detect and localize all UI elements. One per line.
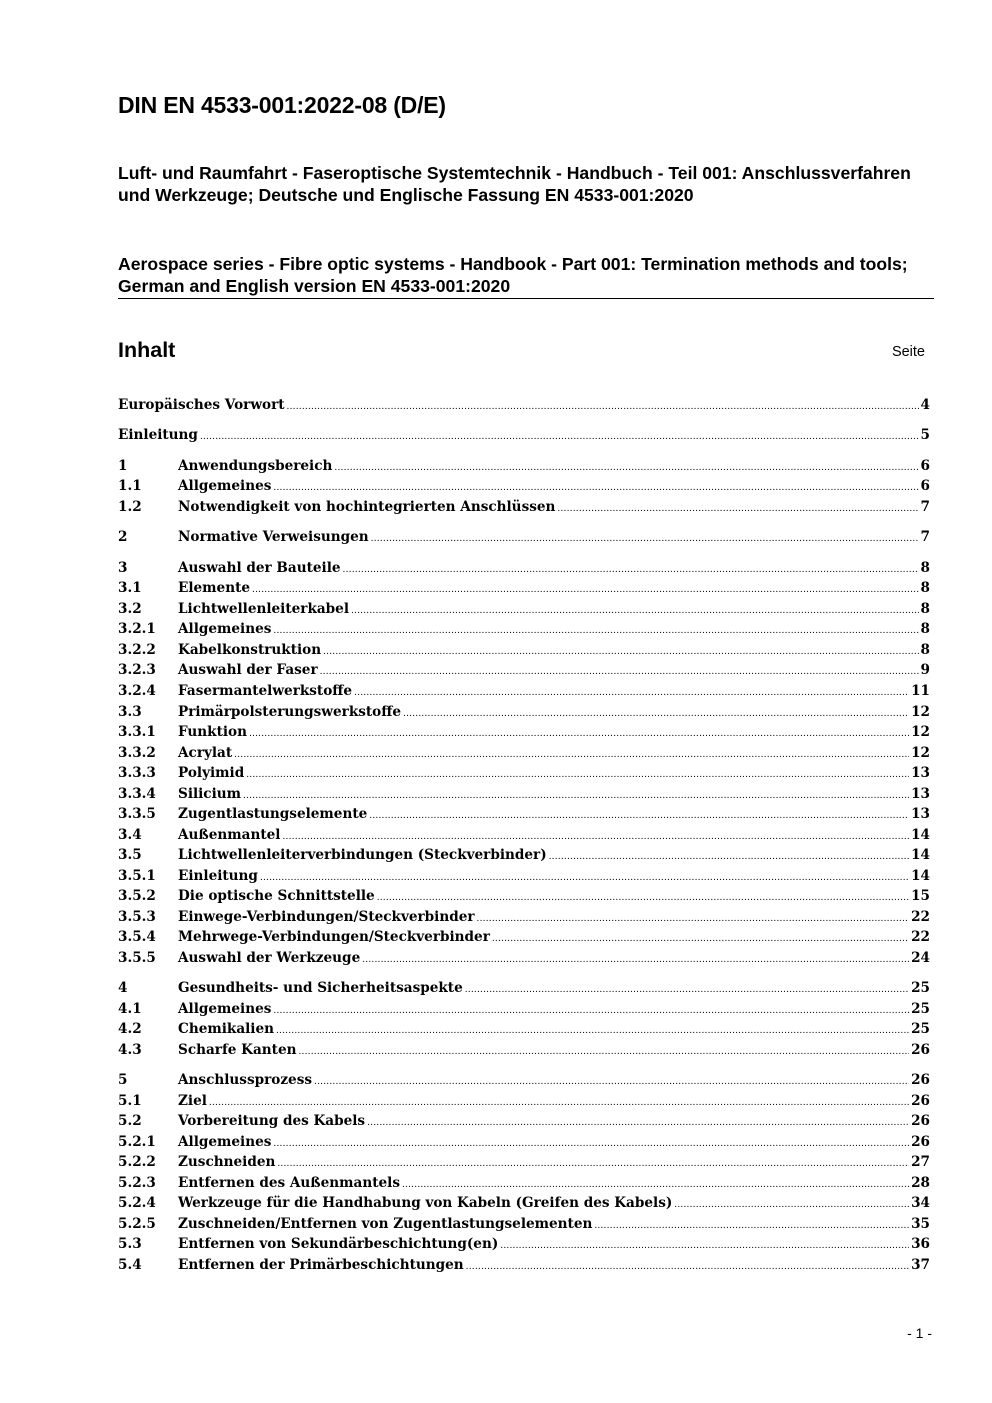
toc-entry-page: 35 — [911, 1216, 930, 1232]
toc-entry-number: 3.2.1 — [118, 621, 156, 637]
toc-entry-number: 3.3.5 — [118, 806, 156, 822]
toc-entry-number: 3.1 — [118, 580, 142, 596]
table-of-contents — [118, 0, 930, 1300]
toc-dot-leader — [282, 827, 909, 847]
toc-entry-number: 3.2.4 — [118, 683, 156, 699]
toc-dot-leader — [276, 1021, 909, 1041]
toc-entry[interactable] — [118, 978, 930, 998]
toc-entry-title: Vorbereitung des Kabels — [178, 1113, 366, 1129]
toc-entry-page: 13 — [911, 806, 930, 822]
toc-entry-title: Funktion — [178, 724, 247, 740]
toc-entry[interactable] — [118, 907, 930, 927]
toc-entry-page: 13 — [911, 786, 930, 802]
toc-entry-number: 5.2.3 — [118, 1175, 156, 1191]
toc-entry-page: 34 — [911, 1195, 930, 1211]
toc-dot-leader — [252, 580, 919, 600]
toc-entry-page: 8 — [920, 621, 930, 637]
toc-entry-title: Allgemeines — [178, 478, 272, 494]
toc-entry-number: 3.3 — [118, 704, 142, 720]
toc-entry[interactable] — [118, 578, 930, 598]
toc-entry-page: 6 — [920, 478, 930, 494]
toc-entry[interactable] — [118, 681, 930, 701]
toc-dot-leader — [334, 458, 918, 478]
toc-entry-number: 3.5.2 — [118, 888, 156, 904]
toc-entry-number: 1.1 — [118, 478, 142, 494]
toc-entry[interactable] — [118, 1132, 930, 1152]
toc-entry-number: 3.2 — [118, 601, 142, 617]
toc-entry[interactable] — [118, 845, 930, 865]
toc-entry-number: 4.1 — [118, 1001, 142, 1017]
toc-entry-number: 5.2 — [118, 1113, 142, 1129]
toc-entry-number: 3.2.3 — [118, 662, 156, 678]
toc-entry[interactable] — [118, 784, 930, 804]
toc-entry-title: Elemente — [178, 580, 251, 596]
toc-entry-title: Lichtwellenleiterverbindungen (Steckverbinder) — [178, 847, 547, 863]
toc-entry-number: 5.1 — [118, 1093, 142, 1109]
toc-entry-page: 25 — [911, 980, 930, 996]
toc-entry-page: 27 — [911, 1154, 930, 1170]
toc-dot-leader — [249, 724, 909, 744]
toc-entry-page: 26 — [911, 1134, 930, 1150]
toc-entry-number: 5.3 — [118, 1236, 142, 1252]
toc-entry-page: 25 — [911, 1021, 930, 1037]
toc-entry-title: Fasermantelwerkstoffe — [178, 683, 353, 699]
toc-entry-page: 14 — [911, 868, 930, 884]
toc-entry-page: 22 — [911, 909, 930, 925]
toc-entry[interactable] — [118, 497, 930, 517]
toc-entry-number: 3 — [118, 560, 128, 576]
toc-entry[interactable] — [118, 804, 930, 824]
toc-entry[interactable] — [118, 1152, 930, 1172]
toc-dot-leader — [369, 806, 909, 826]
toc-entry[interactable] — [118, 1234, 930, 1254]
toc-entry-number: 2 — [118, 529, 128, 545]
toc-entry[interactable] — [118, 599, 930, 619]
toc-dot-leader — [243, 786, 909, 806]
page-column-label: Seite — [891, 344, 925, 360]
toc-entry-number: 1 — [118, 458, 128, 474]
toc-entry-number: 1.2 — [118, 499, 142, 515]
toc-dot-leader — [299, 1042, 910, 1062]
toc-entry-title: Europäisches Vorwort — [118, 397, 285, 413]
toc-entry-title: Zugentlastungselemente — [178, 806, 368, 822]
toc-dot-leader — [209, 1093, 909, 1113]
toc-entry-page: 7 — [920, 529, 930, 545]
toc-dot-leader — [402, 1175, 909, 1195]
toc-entry-number: 3.2.2 — [118, 642, 156, 658]
toc-dot-leader — [246, 765, 909, 785]
toc-entry-number: 3.3.2 — [118, 745, 156, 761]
toc-dot-leader — [362, 950, 909, 970]
toc-entry-page: 8 — [920, 560, 930, 576]
toc-entry-number: 4 — [118, 980, 128, 996]
toc-dot-leader — [466, 1257, 909, 1277]
toc-entry-page: 6 — [920, 458, 930, 474]
toc-entry-page: 26 — [911, 1113, 930, 1129]
toc-entry-page: 28 — [911, 1175, 930, 1191]
toc-entry-title: Kabelkonstruktion — [178, 642, 322, 658]
toc-entry-page: 12 — [911, 724, 930, 740]
toc-entry-title: Allgemeines — [178, 621, 272, 637]
toc-entry-title: Chemikalien — [178, 1021, 274, 1037]
toc-entry-page: 26 — [911, 1042, 930, 1058]
toc-entry-page: 8 — [920, 580, 930, 596]
toc-entry-page: 26 — [911, 1072, 930, 1088]
toc-entry[interactable] — [118, 456, 930, 476]
toc-entry[interactable] — [118, 1111, 930, 1131]
toc-entry[interactable] — [118, 476, 930, 496]
toc-entry[interactable] — [118, 866, 930, 886]
toc-entry-page: 4 — [920, 397, 930, 413]
toc-entry-title: Lichtwellenleiterkabel — [178, 601, 349, 617]
toc-entry-page: 15 — [911, 888, 930, 904]
toc-entry-title: Entfernen des Außenmantels — [178, 1175, 400, 1191]
toc-entry-number: 3.3.4 — [118, 786, 156, 802]
toc-dot-leader — [273, 478, 918, 498]
toc-entry-number: 5.2.5 — [118, 1216, 156, 1232]
toc-entry-title: Anschlussprozess — [178, 1072, 313, 1088]
toc-entry-number: 4.3 — [118, 1042, 142, 1058]
toc-entry[interactable] — [118, 1040, 930, 1060]
toc-entry-title: Polyimid — [178, 765, 245, 781]
toc-entry[interactable] — [118, 558, 930, 578]
toc-entry-page: 24 — [911, 950, 930, 966]
subtitle-german: Luft- und Raumfahrt - Faseroptische Systemtechnik - Handbuch - Teil 001: Anschlussverfahren und Werkzeuge; Deutsche und Englische Fassung EN 4533-001:2020 — [118, 163, 911, 205]
toc-entry-number: 3.5.5 — [118, 950, 156, 966]
toc-entry-title: Entfernen von Sekundärbeschichtung(en) — [178, 1236, 499, 1252]
toc-entry-page: 9 — [920, 662, 930, 678]
toc-dot-leader — [287, 397, 919, 417]
subtitle-english: Aerospace series - Fibre optic systems - Handbook - Part 001: Termination methods and tools; German and English version EN 4533-001:2020 — [118, 254, 908, 296]
toc-entry-page: 7 — [920, 499, 930, 515]
toc-entry[interactable] — [118, 702, 930, 722]
toc-entry-title: Scharfe Kanten — [178, 1042, 297, 1058]
toc-entry-title: Zuschneiden/Entfernen von Zugentlastungselementen — [178, 1216, 593, 1232]
toc-dot-leader — [234, 745, 909, 765]
toc-entry-title: Zuschneiden — [178, 1154, 276, 1170]
toc-dot-leader — [367, 1113, 909, 1133]
toc-entry-page: 22 — [911, 929, 930, 945]
toc-entry-title: Entfernen der Primärbeschichtungen — [178, 1257, 464, 1273]
toc-entry-title: Auswahl der Faser — [178, 662, 318, 678]
toc-dot-leader — [557, 499, 918, 519]
toc-entry-title: Anwendungsbereich — [178, 458, 333, 474]
toc-entry[interactable] — [118, 395, 930, 415]
toc-entry-number: 5.4 — [118, 1257, 142, 1273]
toc-entry-number: 4.2 — [118, 1021, 142, 1037]
toc-entry-number: 3.5.3 — [118, 909, 156, 925]
toc-entry[interactable] — [118, 948, 930, 968]
toc-entry-title: Auswahl der Bauteile — [178, 560, 341, 576]
toc-entry[interactable] — [118, 1019, 930, 1039]
toc-entry-title: Die optische Schnittstelle — [178, 888, 375, 904]
toc-dot-leader — [674, 1195, 909, 1215]
toc-entry-title: Primärpolsterungswerkstoffe — [178, 704, 402, 720]
toc-entry[interactable] — [118, 1255, 930, 1275]
toc-dot-leader — [371, 529, 919, 549]
toc-entry-page: 14 — [911, 827, 930, 843]
toc-entry-title: Normative Verweisungen — [178, 529, 369, 545]
toc-entry[interactable] — [118, 1173, 930, 1193]
toc-dot-leader — [492, 929, 909, 949]
toc-entry-title: Allgemeines — [178, 1134, 272, 1150]
toc-dot-leader — [343, 560, 919, 580]
toc-entry[interactable] — [118, 425, 930, 445]
toc-entry-number: 3.5.4 — [118, 929, 156, 945]
toc-dot-leader — [273, 1001, 909, 1021]
toc-entry[interactable] — [118, 886, 930, 906]
toc-entry-title: Einleitung — [178, 868, 258, 884]
toc-entry-number: 3.3.1 — [118, 724, 156, 740]
toc-entry[interactable] — [118, 927, 930, 947]
toc-entry-number: 3.5.1 — [118, 868, 156, 884]
toc-entry-title: Außenmantel — [178, 827, 281, 843]
toc-entry-number: 5.2.4 — [118, 1195, 156, 1211]
toc-entry-page: 25 — [911, 1001, 930, 1017]
toc-entry-number: 5.2.2 — [118, 1154, 156, 1170]
toc-entry-title: Silicium — [178, 786, 242, 802]
toc-entry-page: 8 — [920, 642, 930, 658]
toc-dot-leader — [277, 1154, 909, 1174]
toc-dot-leader — [354, 683, 909, 703]
toc-dot-leader — [465, 980, 909, 1000]
toc-entry[interactable] — [118, 722, 930, 742]
toc-entry-page: 14 — [911, 847, 930, 863]
toc-dot-leader — [500, 1236, 909, 1256]
toc-dot-leader — [314, 1072, 909, 1092]
toc-dot-leader — [260, 868, 909, 888]
toc-entry[interactable] — [118, 619, 930, 639]
toc-entry[interactable] — [118, 825, 930, 845]
toc-entry[interactable] — [118, 1214, 930, 1234]
toc-entry[interactable] — [118, 527, 930, 547]
toc-dot-leader — [320, 662, 919, 682]
toc-dot-leader — [403, 704, 909, 724]
toc-entry[interactable] — [118, 999, 930, 1019]
toc-entry-title: Mehrwege-Verbindungen/Steckverbinder — [178, 929, 490, 945]
toc-entry[interactable] — [118, 763, 930, 783]
document-title: DIN EN 4533-001:2022-08 (D/E) — [118, 92, 446, 118]
toc-entry-title: Werkzeuge für die Handhabung von Kabeln (Greifen des Kabels) — [178, 1195, 673, 1211]
toc-entry[interactable] — [118, 1091, 930, 1111]
toc-dot-leader — [549, 847, 909, 867]
toc-entry[interactable] — [118, 640, 930, 660]
toc-entry-title: Allgemeines — [178, 1001, 272, 1017]
toc-dot-leader — [594, 1216, 909, 1236]
toc-entry-number: 3.5 — [118, 847, 142, 863]
toc-dot-leader — [273, 621, 918, 641]
toc-dot-leader — [477, 909, 910, 929]
toc-dot-leader — [323, 642, 918, 662]
toc-dot-leader — [273, 1134, 909, 1154]
toc-entry-page: 12 — [911, 745, 930, 761]
toc-entry[interactable] — [118, 660, 930, 680]
toc-entry-page: 36 — [911, 1236, 930, 1252]
toc-heading: Inhalt — [118, 338, 176, 362]
toc-entry-number: 3.3.3 — [118, 765, 156, 781]
toc-entry-title: Gesundheits- und Sicherheitsaspekte — [178, 980, 463, 996]
toc-entry[interactable] — [118, 1193, 930, 1213]
toc-dot-leader — [377, 888, 909, 908]
toc-entry-title: Einleitung — [118, 427, 198, 443]
toc-entry[interactable] — [118, 743, 930, 763]
toc-entry-title: Auswahl der Werkzeuge — [178, 950, 361, 966]
toc-entry-number: 3.4 — [118, 827, 142, 843]
toc-entry-title: Acrylat — [178, 745, 233, 761]
toc-entry-page: 8 — [920, 601, 930, 617]
toc-entry-page: 26 — [911, 1093, 930, 1109]
toc-entry-page: 11 — [911, 683, 930, 699]
toc-entry-page: 37 — [911, 1257, 930, 1273]
toc-entry-title: Einwege-Verbindungen/Steckverbinder — [178, 909, 475, 925]
toc-entry-page: 13 — [911, 765, 930, 781]
toc-entry-title: Notwendigkeit von hochintegrierten Anschlüssen — [178, 499, 556, 515]
toc-entry[interactable] — [118, 1070, 930, 1090]
toc-dot-leader — [351, 601, 919, 621]
toc-entry-number: 5.2.1 — [118, 1134, 156, 1150]
toc-entry-number: 5 — [118, 1072, 128, 1088]
toc-entry-page: 12 — [911, 704, 930, 720]
toc-entry-page: 5 — [920, 427, 930, 443]
toc-dot-leader — [200, 427, 919, 447]
toc-entry-title: Ziel — [178, 1093, 207, 1109]
page-number: - 1 - — [907, 1325, 932, 1341]
